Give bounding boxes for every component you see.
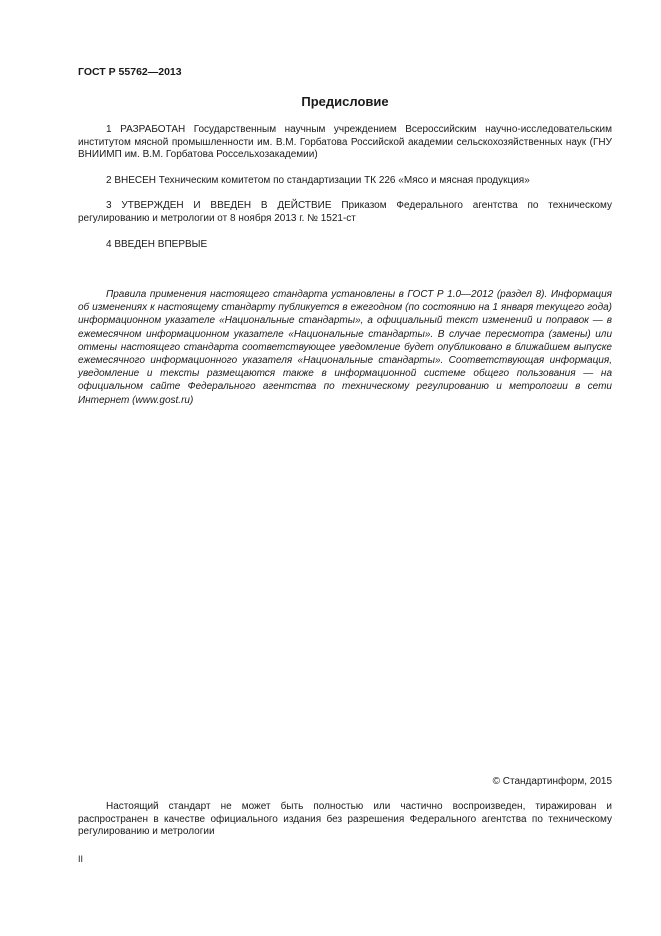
paragraph-introduced-by: 2 ВНЕСЕН Техническим комитетом по стандартизации ТК 226 «Мясо и мясная продукция»	[106, 175, 530, 186]
copyright-notice: © Стандартинформ, 2015	[492, 776, 612, 787]
page-number: II	[78, 854, 84, 864]
page-title: Предисловие	[301, 94, 389, 109]
reproduction-notice: Настоящий стандарт не может быть полностью или частично воспроизведен, тиражирован и распространен в качестве официального издания без разрешения Федерального агентства по техническому регулированию и метрологии	[78, 801, 612, 838]
paragraph-approved: 3 УТВЕРЖДЕН И ВВЕДЕН В ДЕЙСТВИЕ Приказом Федерального агентства по техническому регулированию и метрологии от 8 ноября 2013 г. № 1521-ст	[78, 200, 612, 224]
standard-code: ГОСТ Р 55762—2013	[78, 66, 182, 78]
application-rules-note: Правила применения настоящего стандарта установлены в ГОСТ Р 1.0—2012 (раздел 8). Информация об изменениях к настоящему стандарту публикуется в ежегодном (по состоянию на 1 января текущего года) информационном указателе «Национальные стандарты», а официальный текст изменений и поправок — в ежемесячном информационном указателе «Национальные стандарты». В случае пересмотра (замены) или отмены настоящего стандарта соответствующее уведомление будет опубликовано в ближайшем выпуске ежемесячного информационного указателя «Национальные стандарты». Соответствующая информация, уведомление и тексты размещаются также в информационной системе общего пользования — на официальном сайте Федерального агентства по техническому регулированию и метрологии в сети Интернет (www.gost.ru)	[78, 289, 612, 406]
paragraph-first-introduced: 4 ВВЕДЕН ВПЕРВЫЕ	[106, 239, 208, 250]
paragraph-developed-by: 1 РАЗРАБОТАН Государственным научным учреждением Всероссийским научно-исследовательским институтом мясной промышленности им. В.М. Горбатова Российской академии сельскохозяйственных наук (ГНУ ВНИИМП им. В.М. Горбатова Россельхозакадемии)	[78, 124, 612, 161]
